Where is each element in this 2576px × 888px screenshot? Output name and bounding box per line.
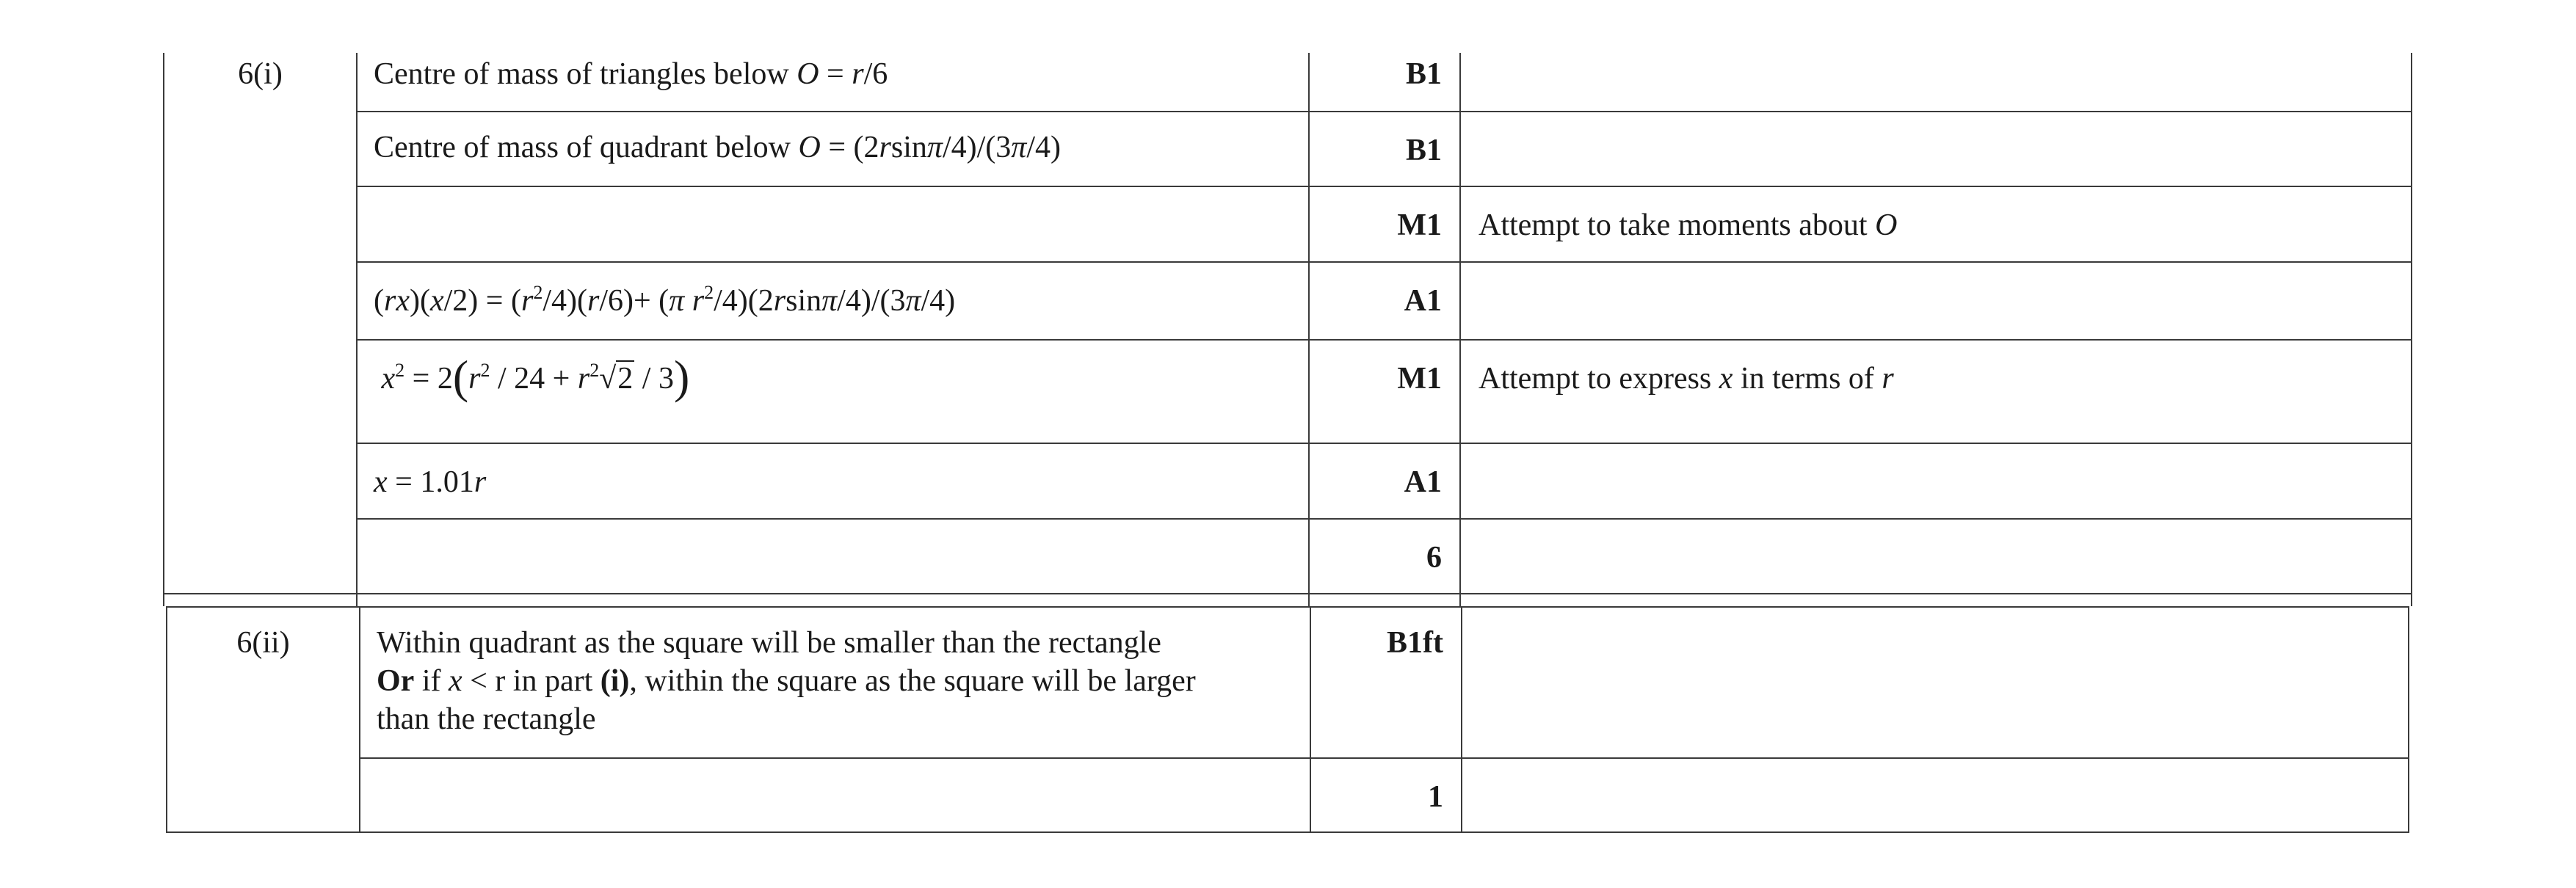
mark-total: 1: [1428, 780, 1443, 814]
table-row: [164, 53, 2412, 112]
mark-scheme-table-part-i: [163, 53, 2412, 594]
guidance-text: [1479, 112, 2411, 114]
mark-cell: [1309, 262, 1460, 340]
table-row: [164, 262, 2412, 340]
answer-text: $x^2 = 2(r^2 / 24 + r^2√2 / 3)$: [381, 351, 690, 403]
table-row: [167, 607, 2409, 758]
table-row: [164, 443, 2412, 519]
mark-text: M1: [1397, 362, 1442, 396]
guidance-text: [1479, 444, 2411, 446]
mark-total-cell: [1309, 519, 1460, 594]
guidance-cell: [1460, 443, 2412, 519]
question-cell: [164, 53, 357, 594]
answer-or: Or: [377, 664, 415, 698]
question-label: 6(ii): [236, 626, 290, 660]
answer-cell: [357, 519, 1309, 594]
answer-line: than the rectangle: [377, 702, 596, 736]
answer-fragment: if: [414, 664, 449, 698]
answer-line: Within quadrant as the square will be smaller than the rectangle: [377, 626, 1161, 660]
answer-var: x: [448, 664, 462, 698]
double-border-tick: [1459, 592, 1461, 606]
guidance-text: [1479, 520, 2411, 522]
mark-cell: [1309, 340, 1460, 443]
mark-cell: [1309, 186, 1460, 262]
answer-text: [374, 520, 1308, 522]
table-row: [164, 186, 2412, 262]
mark-text: B1: [1405, 134, 1442, 167]
guidance-cell: [1460, 340, 2412, 443]
answer-cell: [357, 112, 1309, 186]
mark-cell: [1309, 443, 1460, 519]
guidance-cell: [1460, 262, 2412, 340]
double-border-tick: [356, 592, 358, 606]
answer-fragment: , within the square as the square will be larger: [629, 664, 1196, 698]
guidance-cell: [1462, 607, 2409, 758]
answer-cell: [357, 53, 1309, 112]
double-border-right: [2411, 592, 2412, 606]
guidance-text: [1479, 263, 2411, 265]
answer-cell: [357, 186, 1309, 262]
answer-text: Centre of mass of triangles below O = r/6: [374, 57, 888, 91]
double-border-left: [163, 592, 164, 606]
table-row: [164, 112, 2412, 186]
answer-cell: [357, 262, 1309, 340]
table-row: [167, 758, 2409, 832]
guidance-text: Attempt to take moments about O: [1479, 208, 1898, 242]
guidance-text: [1480, 608, 2408, 610]
mark-text: A1: [1404, 465, 1442, 499]
answer-fragment: < r in part: [462, 664, 601, 698]
guidance-cell: [1460, 186, 2412, 262]
question-label: 6(i): [238, 57, 283, 91]
mark-scheme-table-part-ii: [166, 606, 2409, 833]
answer-text: Centre of mass of quadrant below O = (2rsinπ/4)/(3π/4): [374, 131, 1061, 164]
guidance-cell: [1460, 53, 2412, 112]
answer-text: x = 1.01r: [374, 465, 487, 499]
mark-cell: [1309, 53, 1460, 112]
double-border-tick: [1308, 592, 1310, 606]
guidance-cell: [1460, 112, 2412, 186]
answer-cell: [357, 340, 1309, 443]
guidance-text: Attempt to express x in terms of r: [1479, 362, 1894, 396]
answer-ref: (i): [600, 664, 630, 698]
mark-cell: [1310, 607, 1462, 758]
answer-cell: [360, 758, 1310, 832]
answer-cell: [357, 443, 1309, 519]
guidance-cell: [1462, 758, 2409, 832]
answer-cell: [360, 607, 1310, 758]
mark-text: A1: [1404, 284, 1442, 318]
question-cell: [167, 607, 360, 832]
answer-text: [377, 608, 1310, 738]
mark-text: B1: [1405, 57, 1442, 91]
guidance-text: [1479, 53, 2411, 55]
mark-text: M1: [1397, 208, 1442, 242]
mark-total: 6: [1426, 541, 1442, 575]
answer-text: $(rx)(x/2) = (r^2/4)(r/6)+ (\pi$ $r^2/4)(2rsin\pi/4)/(3\pi/4)$: [374, 282, 956, 318]
guidance-cell: [1460, 519, 2412, 594]
mark-total-cell: [1310, 758, 1462, 832]
mark-cell: [1309, 112, 1460, 186]
mark-text: B1ft: [1387, 626, 1443, 660]
answer-text: [374, 187, 1308, 189]
answer-text: [377, 759, 1310, 761]
table-row: [164, 519, 2412, 594]
table-row: [164, 340, 2412, 443]
guidance-text: [1480, 759, 2408, 761]
